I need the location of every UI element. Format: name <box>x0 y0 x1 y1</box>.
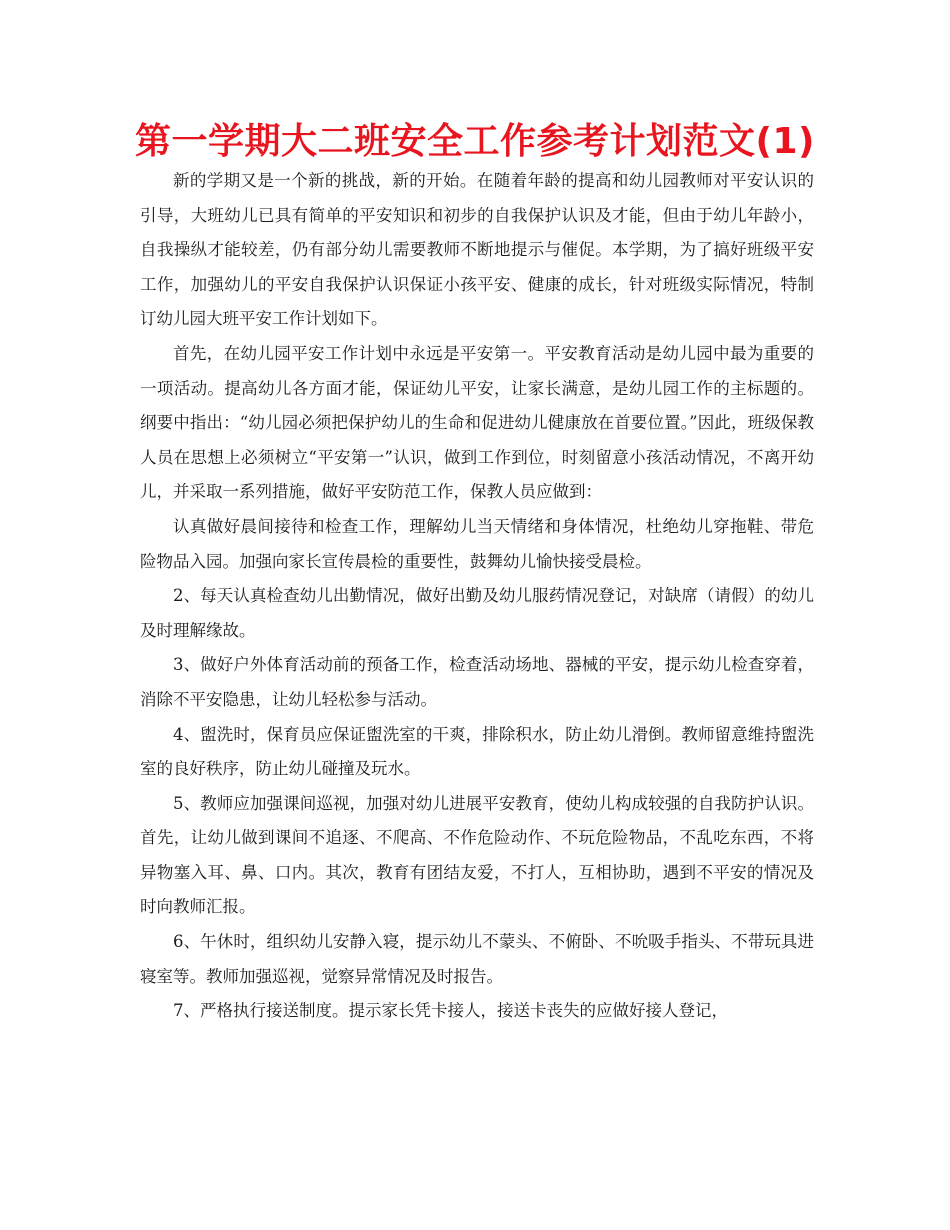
paragraph-item-3: 3、做好户外体育活动前的预备工作，检查活动场地、器械的平安，提示幼儿检查穿着，消除不平安隐患，让幼儿轻松参与活动。 <box>140 655 814 709</box>
paragraph-intro: 新的学期又是一个新的挑战，新的开始。在随着年龄的提高和幼儿园教师对平安认识的引导，大班幼儿已具有简单的平安知识和初步的自我保护认识及才能，但由于幼儿年龄小，自我操纵才能较差，仍有部分幼儿需要教师不断地提示与催促。本学期，为了搞好班级平安工作，加强幼儿的平安自我保护认识保证小孩平安、健康的成长，针对班级实际情况，特制订幼儿园大班平安工作计划如下。 <box>140 171 814 329</box>
paragraph-item-5: 5、教师应加强课间巡视，加强对幼儿进展平安教育，使幼儿构成较强的自我防护认识。首先，让幼儿做到课间不追逐、不爬高、不作危险动作、不玩危险物品，不乱吃东西，不将异物塞入耳、鼻、口内。其次，教育有团结友爱，不打人，互相协助，遇到不平安的情况及时向教师汇报。 <box>140 793 814 917</box>
paragraph-item-7: 7、严格执行接送制度。提示家长凭卡接人，接送卡丧失的应做好接人登记， <box>173 1001 728 1021</box>
paragraph-safety-first: 首先，在幼儿园平安工作计划中永远是平安第一。平安教育活动是幼儿园中最为重要的一项活动。提高幼儿各方面才能，保证幼儿平安，让家长满意，是幼儿园工作的主标题的。纲要中指出：“幼儿园必须把保护幼儿的生命和促进幼儿健康放在首要位置。”因此，班级保教人员在思想上必须树立“平安第一”认识，做到工作到位，时刻留意小孩活动情况，不离开幼儿，并采取一系列措施，做好平安防范工作，保教人员应做到： <box>140 343 814 502</box>
document-title: 第一学期大二班安全工作参考计划范文(1) <box>135 121 815 162</box>
paragraph-item-4: 4、盥洗时，保育员应保证盥洗室的干爽，排除积水，防止幼儿滑倒。教师留意维持盥洗室的良好秩序，防止幼儿碰撞及玩水。 <box>140 724 814 779</box>
paragraph-morning-check: 认真做好晨间接待和检查工作，理解幼儿当天情绪和身体情况，杜绝幼儿穿拖鞋、带危险物品入园。加强向家长宣传晨检的重要性，鼓舞幼儿愉快接受晨检。 <box>140 516 814 571</box>
paragraph-item-2: 2、每天认真检查幼儿出勤情况，做好出勤及幼儿服药情况登记，对缺席（请假）的幼儿及时理解缘故。 <box>140 586 814 640</box>
paragraph-item-6: 6、午休时，组织幼儿安静入寝，提示幼儿不蒙头、不俯卧、不吮吸手指头、不带玩具进寝室等。教师加强巡视，觉察异常情况及时报告。 <box>140 932 814 986</box>
document-body <box>140 164 814 1029</box>
